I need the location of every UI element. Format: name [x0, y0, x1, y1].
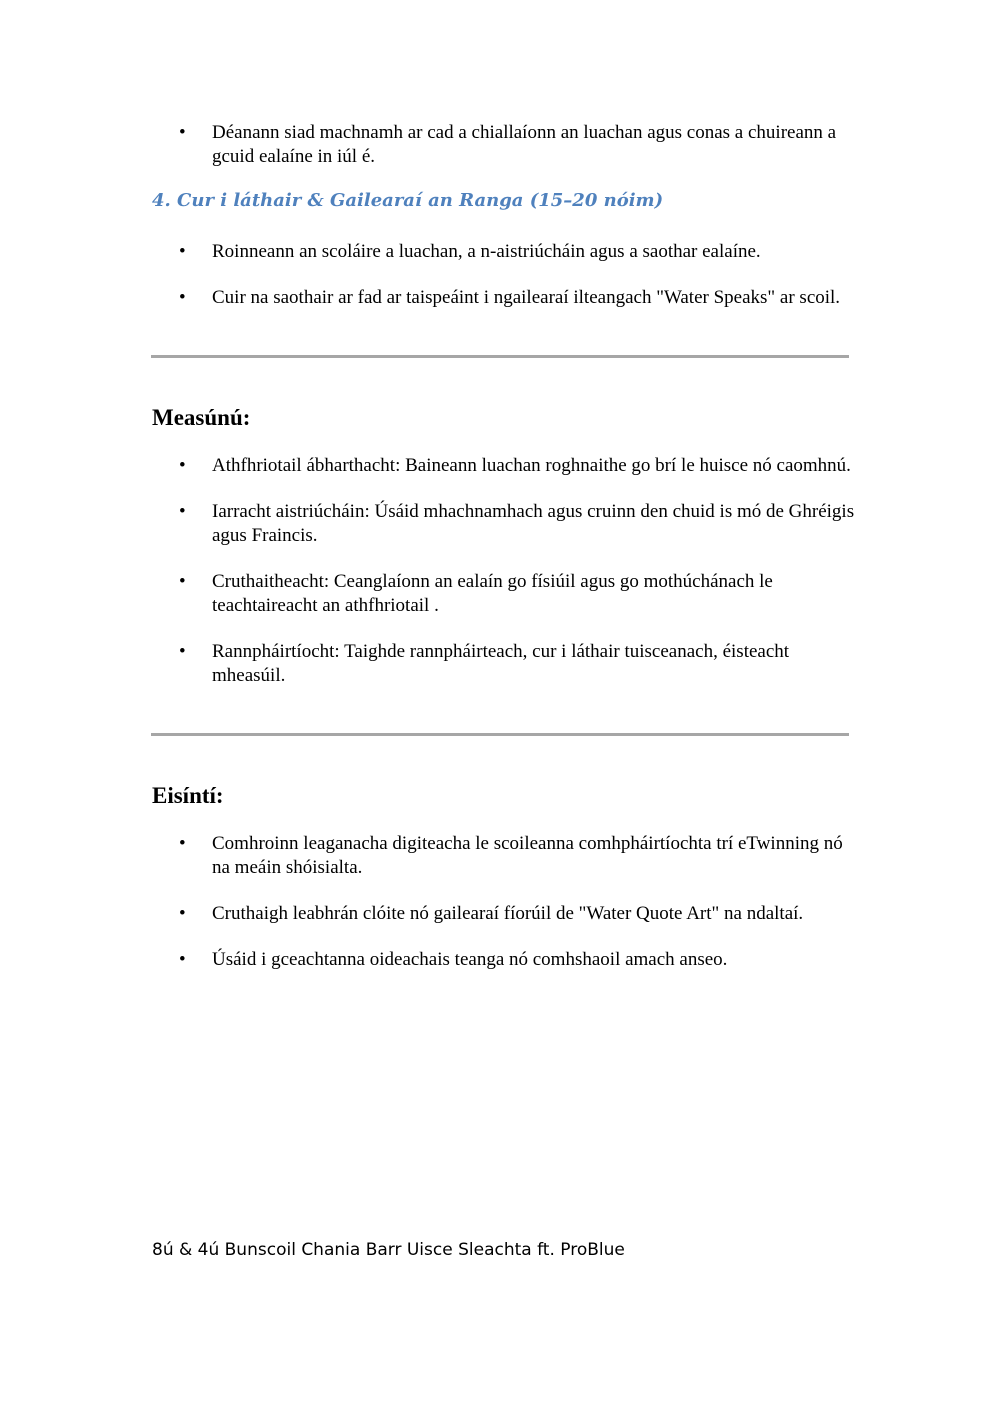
page-footer: 8ú & 4ú Bunscoil Chania Barr Uisce Sleachta ft. ProBlue — [152, 1240, 625, 1260]
list-item-text: Rannpháirtíocht: Taighde rannpháirteach, cur i láthair tuisceanach, éisteacht mheasúil. — [212, 641, 790, 686]
list-item-text: Athfhriotail ábharthacht: Baineann luachan roghnaithe go brí le huisce nó caomhnú. — [212, 455, 851, 476]
horizontal-divider — [151, 355, 849, 358]
list-item — [0, 570, 1000, 618]
extensions-bullet-list — [0, 832, 1000, 972]
section-heading: 4. Cur i láthair & Gailearaí an Ranga (15–20 nóim) — [152, 190, 664, 211]
list-item — [0, 948, 1000, 972]
list-item-text: Cuir na saothair ar fad ar taispeáint i ngailearaí ilteangach "Water Speaks" ar scoil. — [212, 287, 841, 308]
bullet-icon: • — [179, 455, 186, 476]
bullet-icon: • — [179, 949, 186, 970]
section4-bullet-list — [0, 240, 1000, 310]
list-item — [0, 240, 1000, 264]
bullet-icon: • — [179, 641, 186, 662]
assessment-bullet-list — [0, 454, 1000, 688]
list-item-text: Déanann siad machnamh ar cad a chiallaíonn an luachan agus conas a chuireann a gcuid ealaíne in iúl é. — [212, 122, 837, 167]
list-item — [0, 500, 1000, 548]
list-item-text: Cruthaigh leabhrán clóite nó gailearaí fíorúil de "Water Quote Art" na ndaltaí. — [212, 903, 804, 924]
bullet-icon: • — [179, 903, 186, 924]
top-bullet-list — [0, 121, 1000, 169]
bullet-icon: • — [179, 122, 186, 143]
list-item — [0, 832, 1000, 880]
bullet-icon: • — [179, 571, 186, 592]
list-item — [0, 286, 1000, 310]
list-item-text: Iarracht aistriúcháin: Úsáid mhachnamhach agus cruinn den chuid is mó de Ghréigis agus Fraincis. — [212, 501, 855, 546]
bullet-icon: • — [179, 501, 186, 522]
list-item-text: Cruthaitheacht: Ceanglaíonn an ealaín go físiúil agus go mothúchánach le teachtaireacht an athfhriotail . — [212, 571, 773, 616]
list-item — [0, 640, 1000, 688]
list-item-text: Úsáid i gceachtanna oideachais teanga nó comhshaoil amach anseo. — [212, 949, 728, 970]
list-item-text: Roinneann an scoláire a luachan, a n-aistriúcháin agus a saothar ealaíne. — [212, 241, 761, 262]
list-item — [0, 902, 1000, 926]
bullet-icon: • — [179, 833, 186, 854]
list-item — [0, 454, 1000, 478]
bullet-icon: • — [179, 287, 186, 308]
list-item — [0, 121, 1000, 169]
assessment-heading: Measúnú: — [152, 405, 251, 430]
list-item-text: Comhroinn leaganacha digiteacha le scoileanna comhpháirtíochta trí eTwinning nó na meáin shóisialta. — [212, 833, 843, 878]
extensions-heading: Eisíntí: — [152, 783, 224, 808]
bullet-icon: • — [179, 241, 186, 262]
horizontal-divider — [151, 733, 849, 736]
